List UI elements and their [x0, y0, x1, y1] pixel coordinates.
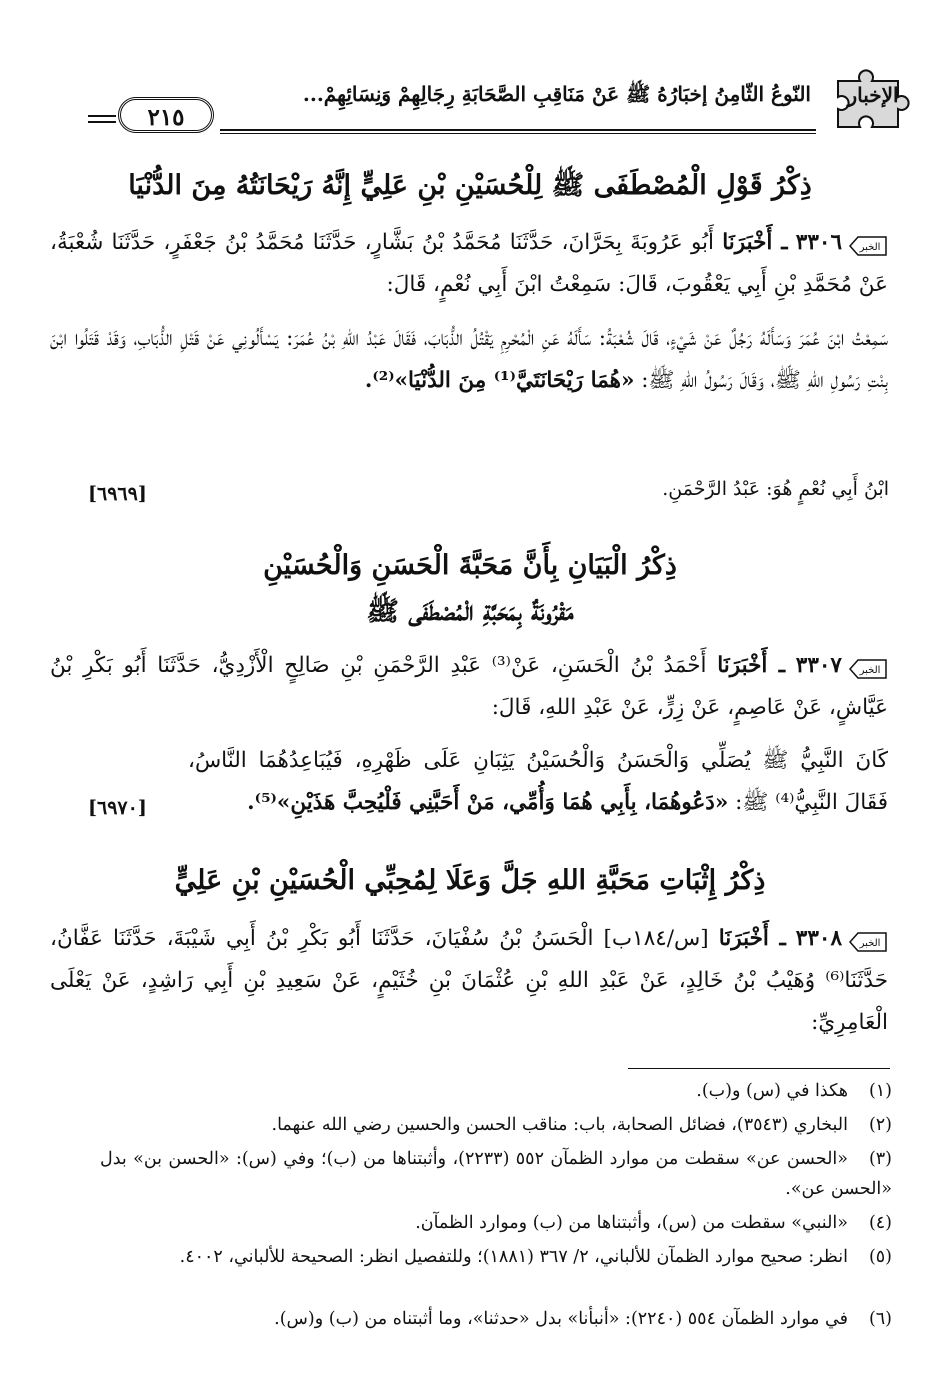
narrator-note: ابْنُ أَبِي نُعْمٍ هُوَ: عَبْدُ الرَّحْمَنِ. [662, 478, 889, 500]
section-badge-label: الإخبار [847, 83, 899, 107]
footnote: (٢)البخاري (٣٥٤٣)، فضائل الصحابة، باب: مناقب الحسن والحسين رضي الله عنهما. [271, 1115, 892, 1135]
section-heading: ذِكْرُ إِثْبَاتِ مَحَبَّةِ اللهِ جَلَّ وَعَلَا لِمُحِبِّي الْحُسَيْنِ بْنِ عَلِيٍّ [174, 865, 766, 896]
hadith-number: ٣٣٠٧ [795, 653, 842, 678]
svg-text:الخبر: الخبر [859, 242, 881, 253]
hadith-number: ٣٣٠٦ [795, 230, 842, 255]
hadith-matn [188, 740, 888, 824]
hadith-isnad: الخبر ٣٣٠٦ ـ أَخْبَرَنَا أَبُو عَرُوبَةَ بِحَرَّانَ، حَدَّثَنَا مُحَمَّدُ بْنُ بَشَّارٍ، حَدَّثَنَا مُحَمَّدُ بْنُ جَعْفَرٍ، حَدَّثَنَا شُعْبَةُ، عَنْ مُحَمَّدِ بْنِ أَبِي يَعْقُوبَ، قَالَ: سَمِعْتُ ابْنَ أَبِي نُعْمٍ، قَالَ: [50, 230, 888, 297]
footnote: (٥)انظر: صحيح موارد الظمآن للألباني، ٢/ ٣٦٧ (١٨٨١)؛ وللتفصيل انظر: الصحيحة للألباني، ٤٠٠٢. [179, 1247, 892, 1267]
hadith-matn [50, 318, 888, 402]
hadith-lead: أَخْبَرَنَا [722, 230, 773, 255]
page-number-rule-left [88, 115, 116, 117]
hadith-ref: [٦٩٧٠] [88, 797, 147, 819]
prophetic-quote: «هُمَا رَيْحَانَتَيَّ⁽¹⁾ مِنَ الدُّنْيَا»⁽²⁾. [364, 368, 635, 393]
header-rule [220, 129, 816, 131]
khabar-tag-icon [848, 927, 888, 951]
page-header [0, 55, 941, 135]
section-badge [828, 65, 918, 135]
footnote: (٤)«النبي» سقطت من (س)، وأثبتناها من (ب) وموارد الظمآن. [415, 1213, 892, 1233]
footnote-separator [628, 1068, 890, 1069]
page-number-rule-left-2 [88, 121, 116, 123]
svg-text:الخبر: الخبر [859, 665, 881, 676]
khabar-tag-icon [848, 231, 888, 255]
page-number: ٢١٥ [118, 97, 214, 133]
footnote: (٦)في موارد الظمآن ٥٥٤ (٢٢٤٠): «أنبأنا» بدل «حدثنا»، وما أثبتناه من (ب) و(س). [274, 1309, 892, 1329]
section-heading-line-2: مَقْرُونَةٌ بِمَحَبَّةِ الْمُصْطَفَى ﷺ [366, 596, 574, 627]
header-rule-thin [220, 133, 816, 134]
matn-text: سَمِعْتُ ابْنَ عُمَرَ وَسَأَلَهُ رَجُلٌ عَنْ شَيْءٍ، قَالَ شُعْبَةُ: سَأَلَهُ عَنِ الْمُحْرِمِ يَقْتُلُ الذُّبَابَ، فَقَالَ عَبْدُ اللهِ بْنُ عُمَرَ: يَسْأَلُونِي عَنْ قَتْلِ الذُّبَابِ، وَقَدْ قَتَلُوا ابْنَ بِنْتِ رَسُولِ اللهِ ﷺ، وَقَالَ رَسُولُ اللهِ ﷺ: [50, 326, 888, 393]
footnote: (١)هكذا في (س) و(ب). [696, 1081, 892, 1101]
hadith-isnad: الخبر ٣٣٠٧ ـ أَخْبَرَنَا أَحْمَدُ بْنُ الْحَسَنِ، عَنْ⁽³⁾ عَبْدِ الرَّحْمَنِ بْنِ صَالِحٍ الْأَزْدِيُّ، حَدَّثَنَا أَبُو بَكْرِ بْنُ عَيَّاشٍ، عَنْ عَاصِمٍ، عَنْ زِرٍّ، عَنْ عَبْدِ اللهِ، قَالَ: [50, 653, 888, 720]
hadith-ref: [٦٩٦٩] [88, 483, 147, 505]
hadith-isnad: الخبر ٣٣٠٨ ـ أَخْبَرَنَا [س/١٨٤ب] الْحَسَنُ بْنُ سُفْيَانَ، حَدَّثَنَا أَبُو بَكْرِ بْنُ أَبِي شَيْبَةَ، حَدَّثَنَا عَفَّانُ، حَدَّثَنَا⁽⁶⁾ وُهَيْبُ بْنُ خَالِدٍ، عَنْ عَبْدِ اللهِ بْنِ عُثْمَانَ بْنِ خُثَيْمٍ، عَنْ سَعِيدِ بْنِ أَبِي رَاشِدٍ، عَنْ يَعْلَى الْعَامِرِيِّ: [50, 926, 888, 1035]
section-heading: ذِكْرُ قَوْلِ الْمُصْطَفَى ﷺ لِلْحُسَيْنِ بْنِ عَلِيٍّ إِنَّهُ رَيْحَانَتُهُ مِنَ الدُّنْيَا [128, 170, 812, 201]
hadith-lead: أَخْبَرَنَا [717, 653, 768, 678]
hadith-number: ٣٣٠٨ [795, 926, 842, 951]
section-heading: ذِكْرُ الْبَيَانِ بِأَنَّ مَحَبَّةَ الْحَسَنِ وَالْحُسَيْنِ [263, 550, 677, 581]
footnote: (٣)«الحسن عن» سقطت من موارد الظمآن ٥٥٢ (٢٢٣٣)، وأثبتناها من (ب)؛ وفي (س): «الحسن بن» بدل «الحسن عن». [100, 1149, 892, 1199]
running-title: النّوعُ الثّامِنُ إخبَارُهُ ﷺ عَنْ مَنَاقِبِ الصَّحَابَةِ رِجَالِهِمْ وَنِسَائِهِمْ... [302, 82, 811, 106]
isnad-text: أَبُو عَرُوبَةَ بِحَرَّانَ، حَدَّثَنَا مُحَمَّدُ بْنُ بَشَّارٍ، حَدَّثَنَا مُحَمَّدُ بْنُ جَعْفَرٍ، حَدَّثَنَا شُعْبَةُ، عَنْ مُحَمَّدِ بْنِ أَبِي يَعْقُوبَ، قَالَ: سَمِعْتُ ابْنَ أَبِي نُعْمٍ، قَالَ: [50, 230, 888, 297]
matn-text: كَانَ النَّبِيُّ ﷺ يُصَلِّي وَالْحَسَنُ وَالْحُسَيْنُ يَثِبَانِ عَلَى ظَهْرِهِ، فَيُبَاعِدُهُمَا النَّاسُ، فَقَالَ النَّبِيُّ⁽⁴⁾ ﷺ: [188, 748, 888, 815]
hadith-lead: أَخْبَرَنَا [718, 926, 769, 951]
svg-text:الخبر: الخبر [859, 938, 881, 949]
isnad-text: أَحْمَدُ بْنُ الْحَسَنِ، عَنْ⁽³⁾ عَبْدِ الرَّحْمَنِ بْنِ صَالِحٍ الْأَزْدِيُّ، حَدَّثَنَا أَبُو بَكْرِ بْنُ عَيَّاشٍ، عَنْ عَاصِمٍ، عَنْ زِرٍّ، عَنْ عَبْدِ اللهِ، قَالَ: [50, 653, 888, 720]
prophetic-quote: «دَعُوهُمَا، بِأَبِي هُمَا وَأُمِّي، مَنْ أَحَبَّنِي فَلْيُحِبَّ هَذَيْنِ»⁽⁵⁾. [247, 790, 729, 815]
khabar-tag-icon [848, 654, 888, 678]
isnad-text: [س/١٨٤ب] الْحَسَنُ بْنُ سُفْيَانَ، حَدَّثَنَا أَبُو بَكْرِ بْنُ أَبِي شَيْبَةَ، حَدَّثَنَا عَفَّانُ، حَدَّثَنَا⁽⁶⁾ وُهَيْبُ بْنُ خَالِدٍ، عَنْ عَبْدِ اللهِ بْنِ عُثْمَانَ بْنِ خُثَيْمٍ، عَنْ سَعِيدِ بْنِ أَبِي رَاشِدٍ، عَنْ يَعْلَى الْعَامِرِيِّ: [50, 926, 888, 1035]
